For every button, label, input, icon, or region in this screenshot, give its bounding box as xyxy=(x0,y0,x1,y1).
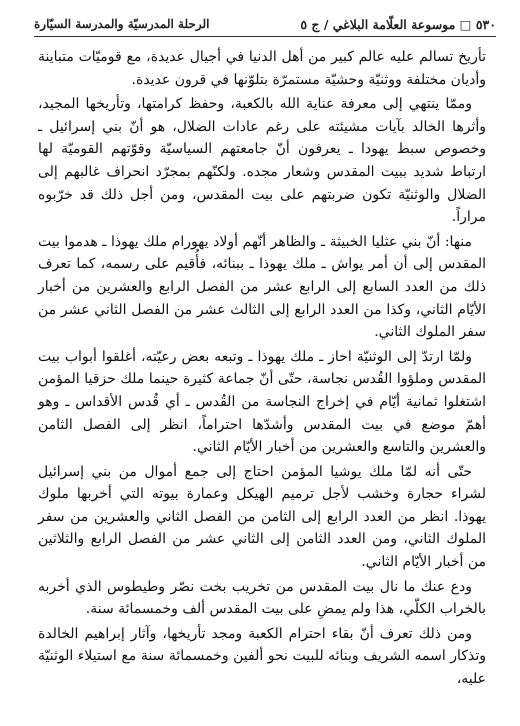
page-header xyxy=(34,12,496,37)
paragraph: ولمّا ارتدّ إلى الوثنيّة احاز ـ ملك يهوذا ـ وتبعه بعض رعيّته، أغلقوا أبواب بيت المقدس وملؤوا القُدس نجاسة، حتّى أنّ جماعة كثيرة حينما ملك حزقيا المؤمن اشتغلوا ثمانية أيّام في إخراج النجاسة من القُدس ـ أي قُدس الأقداس ـ وهو أهمّ موضع في بيت المقدس وأشدّها احتراماً، انظر إلى الفصل الثامن والعشرين والتاسع والعشرين من أخبار الأيّام الثاني. xyxy=(38,348,486,456)
running-title: الرحلة المدرسيّة والمدرسة السيّارة xyxy=(34,17,210,31)
paragraph: ومن ذلك تعرف أنّ بقاء احترام الكعبة ومجد تأريخها، وآثار إبراهيم الخالدة وتذكار اسمه الشريف وبنائه للبيت نحو ألفين وخمسمائة سنة مع استيلاء الوثنيّة عليه، xyxy=(38,625,486,688)
paragraph: حتّى أنه لمّا ملك يوشيا المؤمن احتاج إلى جمع أموال من بني إسرائيل لشراء حجارة وخشب لأجل ترميم الهيكل وعمارة بيوته التي أخربها ملوك يهوذا. انظر من العدد الرابع إلى الثامن من الفصل الثاني والعشرين من سفر الملوك الثاني، ومن العدد الثامن إلى الثاني عشر من الفصل الرابع والثلاثين من أخبار الأيّام الثاني. xyxy=(38,463,486,571)
paragraph: ودع عنك ما نال بيت المقدس من تخريب بخت نصّر وطيطوس الذي أخربه بالخراب الكلّي، هذا ولم يمضِ على بيت المقدس ألف وخمسمائة سنة. xyxy=(38,578,486,618)
paragraph: وممّا ينتهي إلى معرفة عناية الله بالكعبة، وحفظ كرامتها، وتأريخها المجيد، وأثرها الخالد بآيات مشيئته على رغم عادات الضلال، هو أنّ بني إسرائيل ـ وخصوص سبط يهودا ـ يعرفون أنّ جامعتهم السياسيّة وقوّتهم القوميّة لها ارتباط شديد ببيت المقدس وشعار مجده. ولكنّهم بمجرّد انحراف غالبهم إلى الضلال والوثنيّة تكون ضربتهم على بيت المقدس، ومن أجل ذلك قد خرّبوه مراراً. xyxy=(38,96,486,226)
paragraph: تأريخ تسالم عليه عالم كبير من أهل الدنيا في أجيال عديدة، مع قوميّات متباينة وأديان مختلفة ووثنيّة وحشيّة مستمرّة بتلوّنها في قرون عديدة. xyxy=(38,49,486,88)
page-number-and-volume: ٥٣٠ □ موسوعة العلّامة البلاغي / ج ٥ xyxy=(300,16,496,32)
paragraph: منها: أنّ بني عثليا الخبيثة ـ والظاهر أنّهم أولاد يهورام ملك يهوذا ـ هدموا بيت المقدس إلى أن أمر يواش ـ ملك يهوذا ـ ببنائه، فأُقيم على رسمه، كما تعرف ذلك من العدد السابع إلى الرابع عشر من الفصل الرابع والعشرين من أخبار الأيّام الثاني، وكذا من العدد الرابع إلى الثالث عشر من الفصل الثاني عشر من سفر الملوك الثاني. xyxy=(38,233,486,341)
body-text xyxy=(38,46,486,693)
